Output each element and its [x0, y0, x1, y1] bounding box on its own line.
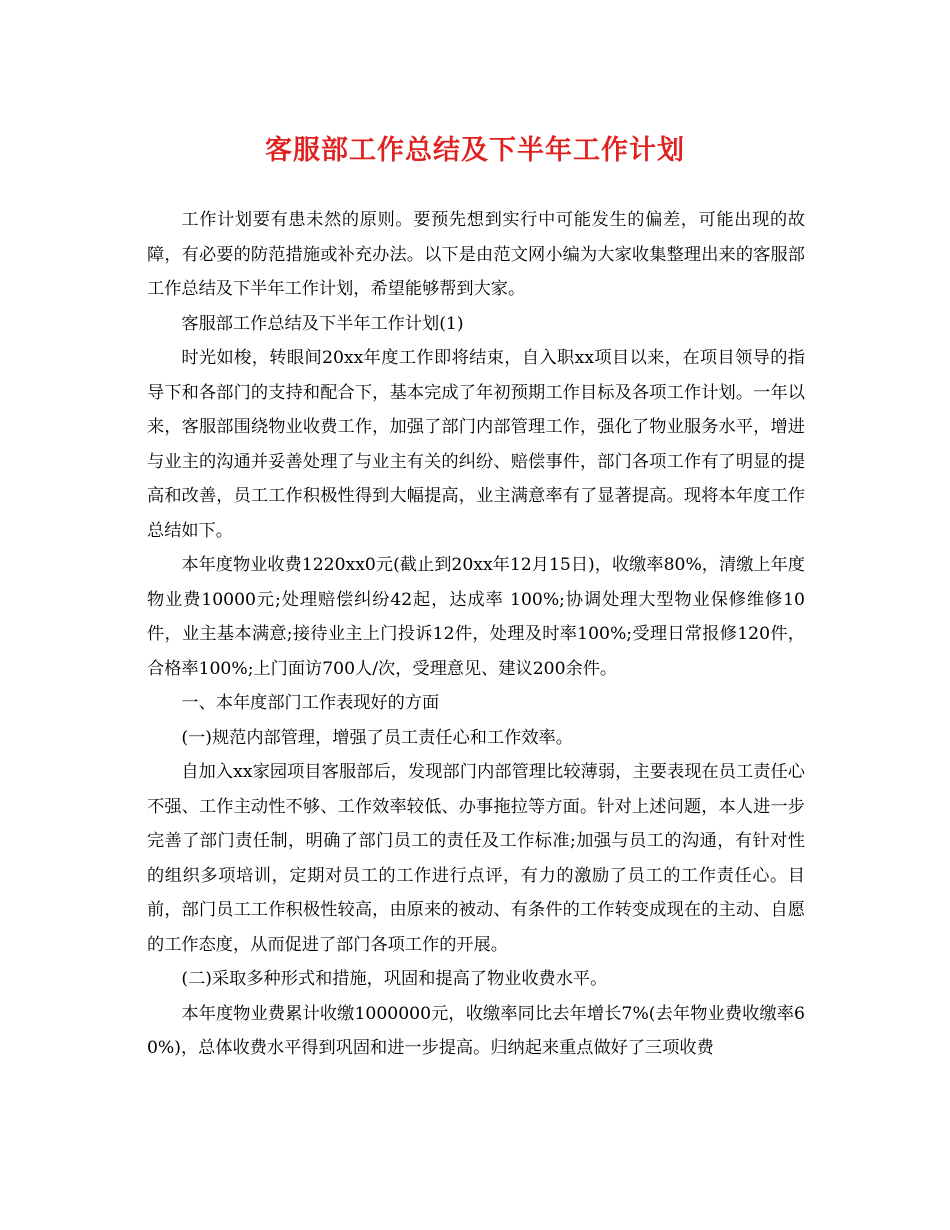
paragraph-subtitle: 客服部工作总结及下半年工作计划(1) [181, 313, 464, 334]
subsection-heading-2: (二)采取多种形式和措施，巩固和提高了物业收费水平。 [181, 969, 608, 989]
paragraph-intro: 工作计划要有患未然的原则。要预先想到实行中可能发生的偏差，可能出现的故障，有必要的防范措施或补充办法。以下是由范文网小编为大家收集整理出来的客服部工作总结及下半年工作计划，希望能够帮到大家。 [147, 210, 805, 299]
document-title: 客服部工作总结及下半年工作计划 [265, 135, 685, 166]
paragraph-overview: 时光如梭，转眼间20xx年度工作即将结束，自入职xx项目以来，在项目领导的指导下和各部门的支持和配合下，基本完成了年初预期工作目标及各项工作计划。一年以来，客服部围绕物业收费工作，加强了部门内部管理工作，强化了物业服务水平，增进与业主的沟通并妥善处理了与业主有关的纠纷、赔偿事件，部门各项工作有了明显的提高和改善，员工工作积极性得到大幅提高，业主满意率有了显著提高。现将本年度工作总结如下。 [147, 348, 805, 541]
paragraph-management: 自加入xx家园项目客服部后，发现部门内部管理比较薄弱，主要表现在员工责任心不强、工作主动性不够、工作效率较低、办事拖拉等方面。针对上述问题，本人进一步完善了部门责任制，明确了部门员工的责任及工作标准;加强与员工的沟通，有针对性的组织多项培训，定期对员工的工作进行点评，有力的激励了员工的工作责任心。目前，部门员工工作积极性较高，由原来的被动、有条件的工作转变成现在的主动、自愿的工作态度，从而促进了部门各项工作的开展。 [147, 762, 805, 955]
document-body [147, 203, 805, 1066]
subsection-heading-1: (一)规范内部管理，增强了员工责任心和工作效率。 [181, 727, 573, 748]
section-heading-1: 一、本年度部门工作表现好的方面 [181, 693, 440, 713]
paragraph-fees: 本年度物业费累计收缴1000000元，收缴率同比去年增长7%(去年物业费收缴率60%)，总体收费水平得到巩固和进一步提高。归纳起来重点做好了三项收费 [147, 1003, 805, 1058]
paragraph-statistics: 本年度物业收费1220xx0元(截止到20xx年12月15日)，收缴率80%，清缴上年度物业费10000元;处理赔偿纠纷42起，达成率 100%;协调处理大型物业保修维修10件，业主基本满意;接待业主上门投诉12件，处理及时率100%;受理日常报修120件，合格率100%;上门面访700人/次，受理意见、建议200余件。 [147, 555, 805, 679]
